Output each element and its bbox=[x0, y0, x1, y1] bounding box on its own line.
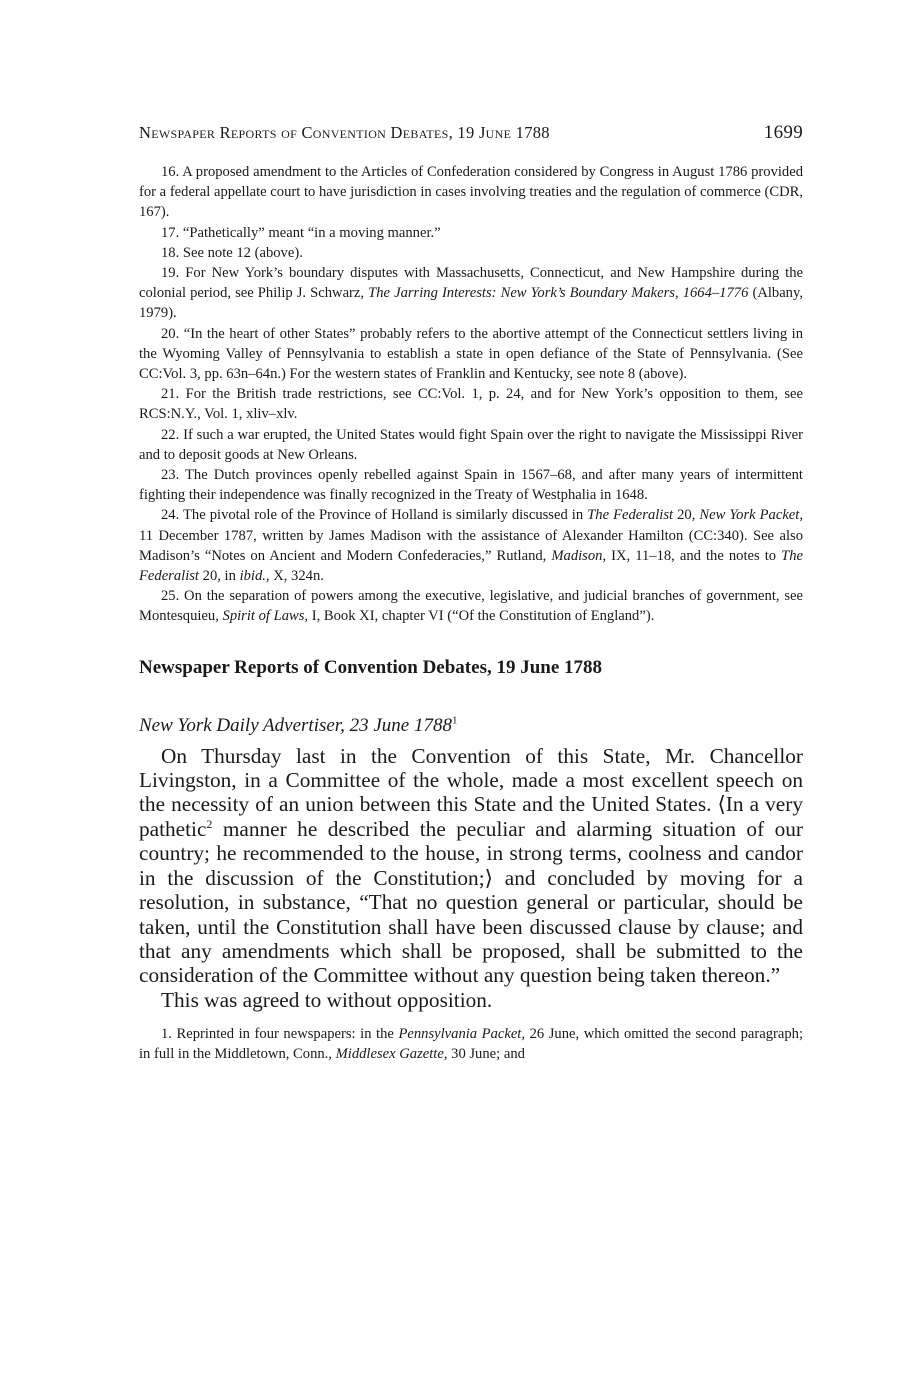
running-head-title: Newspaper Reports of Convention Debates, 19 June 1788 bbox=[139, 123, 550, 142]
section-heading: Newspaper Reports of Convention Debates, 19 June 1788 bbox=[139, 656, 603, 678]
source-heading: New York Daily Advertiser, 23 June 1788$^1$ bbox=[139, 714, 458, 736]
note-22: 22. If such a war erupted, the United States would fight Spain over the right to navigate the Mississippi River and to deposit goods at New Orleans. bbox=[139, 426, 803, 463]
note-21: 21. For the British trade restrictions, see CC:Vol. 1, p. 24, and for New York’s opposition to them, see RCS:N.Y., Vol. 1, xliv–xlv. bbox=[139, 386, 803, 423]
footnote-1: 1. Reprinted in four newspapers: in the Pennsylvania Packet, 26 June, which omitted the second paragraph; in full in the Middletown, Conn., Middlesex Gazette, 30 June; and bbox=[139, 1026, 803, 1063]
note-25: 25. On the separation of powers among the executive, legislative, and judicial branches of government, see Montesquieu, Spirit of Laws, I, Book XI, chapter VI (“Of the Constitution of England”). bbox=[139, 588, 803, 625]
note-24: 24. The pivotal role of the Province of Holland is similarly discussed in The Federalist 20, New York Packet, 11 December 1787, written by James Madison with the assistance of Alexander Hamilton (CC:340). See also Madison’s “Notes on Ancient and Modern Confederacies,” Rutland, Madison, IX, 11–18, and the notes to The Federalist 20, in ibid., X, 324n. bbox=[139, 507, 803, 585]
note-18: 18. See note 12 (above). bbox=[161, 244, 303, 261]
article-body bbox=[139, 744, 803, 1012]
page-number: 1699 bbox=[763, 122, 803, 143]
body-paragraph-2: This was agreed to without opposition. bbox=[161, 987, 493, 1012]
endnotes bbox=[139, 162, 803, 627]
body-paragraph-1: On Thursday last in the Convention of this State, Mr. Chancellor Livingston, in a Committee of the whole, made a most excellent speech on the necessity of an union between this State and the United States. ⟨In a very pathetic$^2$ manner he described the peculiar and alarming situation of our country; he recommended to the house, in strong terms, coolness and candor in the discussion of the Constitution;⟩ and concluded by moving for a resolution, in substance, “That no question general or particular, should be taken, until the Constitution shall have been discussed clause by clause; and that any amendments which shall be proposed, shall be submitted to the consideration of the Committee without any question being taken thereon.” bbox=[139, 743, 803, 988]
note-17: 17. “Pathetically” meant “in a moving manner.” bbox=[161, 224, 441, 241]
note-20: 20. “In the heart of other States” probably refers to the abortive attempt of the Connecticut settlers living in the Wyoming Valley of Pennsylvania to establish a state in open defiance of the State of Pennsylvania. (See CC:Vol. 3, pp. 63n–64n.) For the western states of Franklin and Kentucky, see note 8 (above). bbox=[139, 325, 803, 383]
note-23: 23. The Dutch provinces openly rebelled against Spain in 1567–68, and after many years of intermittent fighting their independence was finally recognized in the Treaty of Westphalia in 1648. bbox=[139, 467, 803, 504]
footnote-marker: 1 bbox=[451, 714, 458, 727]
note-16: 16. A proposed amendment to the Articles of Confederation considered by Congress in August 1786 provided for a federal appellate court to have jurisdiction in cases involving treaties and the regulation of commerce (CDR, 167). bbox=[139, 164, 803, 221]
note-19: 19. For New York’s boundary disputes with Massachusetts, Connecticut, and New Hampshire during the colonial period, see Philip J. Schwarz, The Jarring Interests: New York’s Boundary Makers, 1664–1776 (Albany, 1979). bbox=[139, 265, 803, 322]
document-page bbox=[139, 122, 803, 1065]
footnote-marker-2: 2 bbox=[206, 816, 213, 831]
running-head bbox=[139, 122, 803, 144]
